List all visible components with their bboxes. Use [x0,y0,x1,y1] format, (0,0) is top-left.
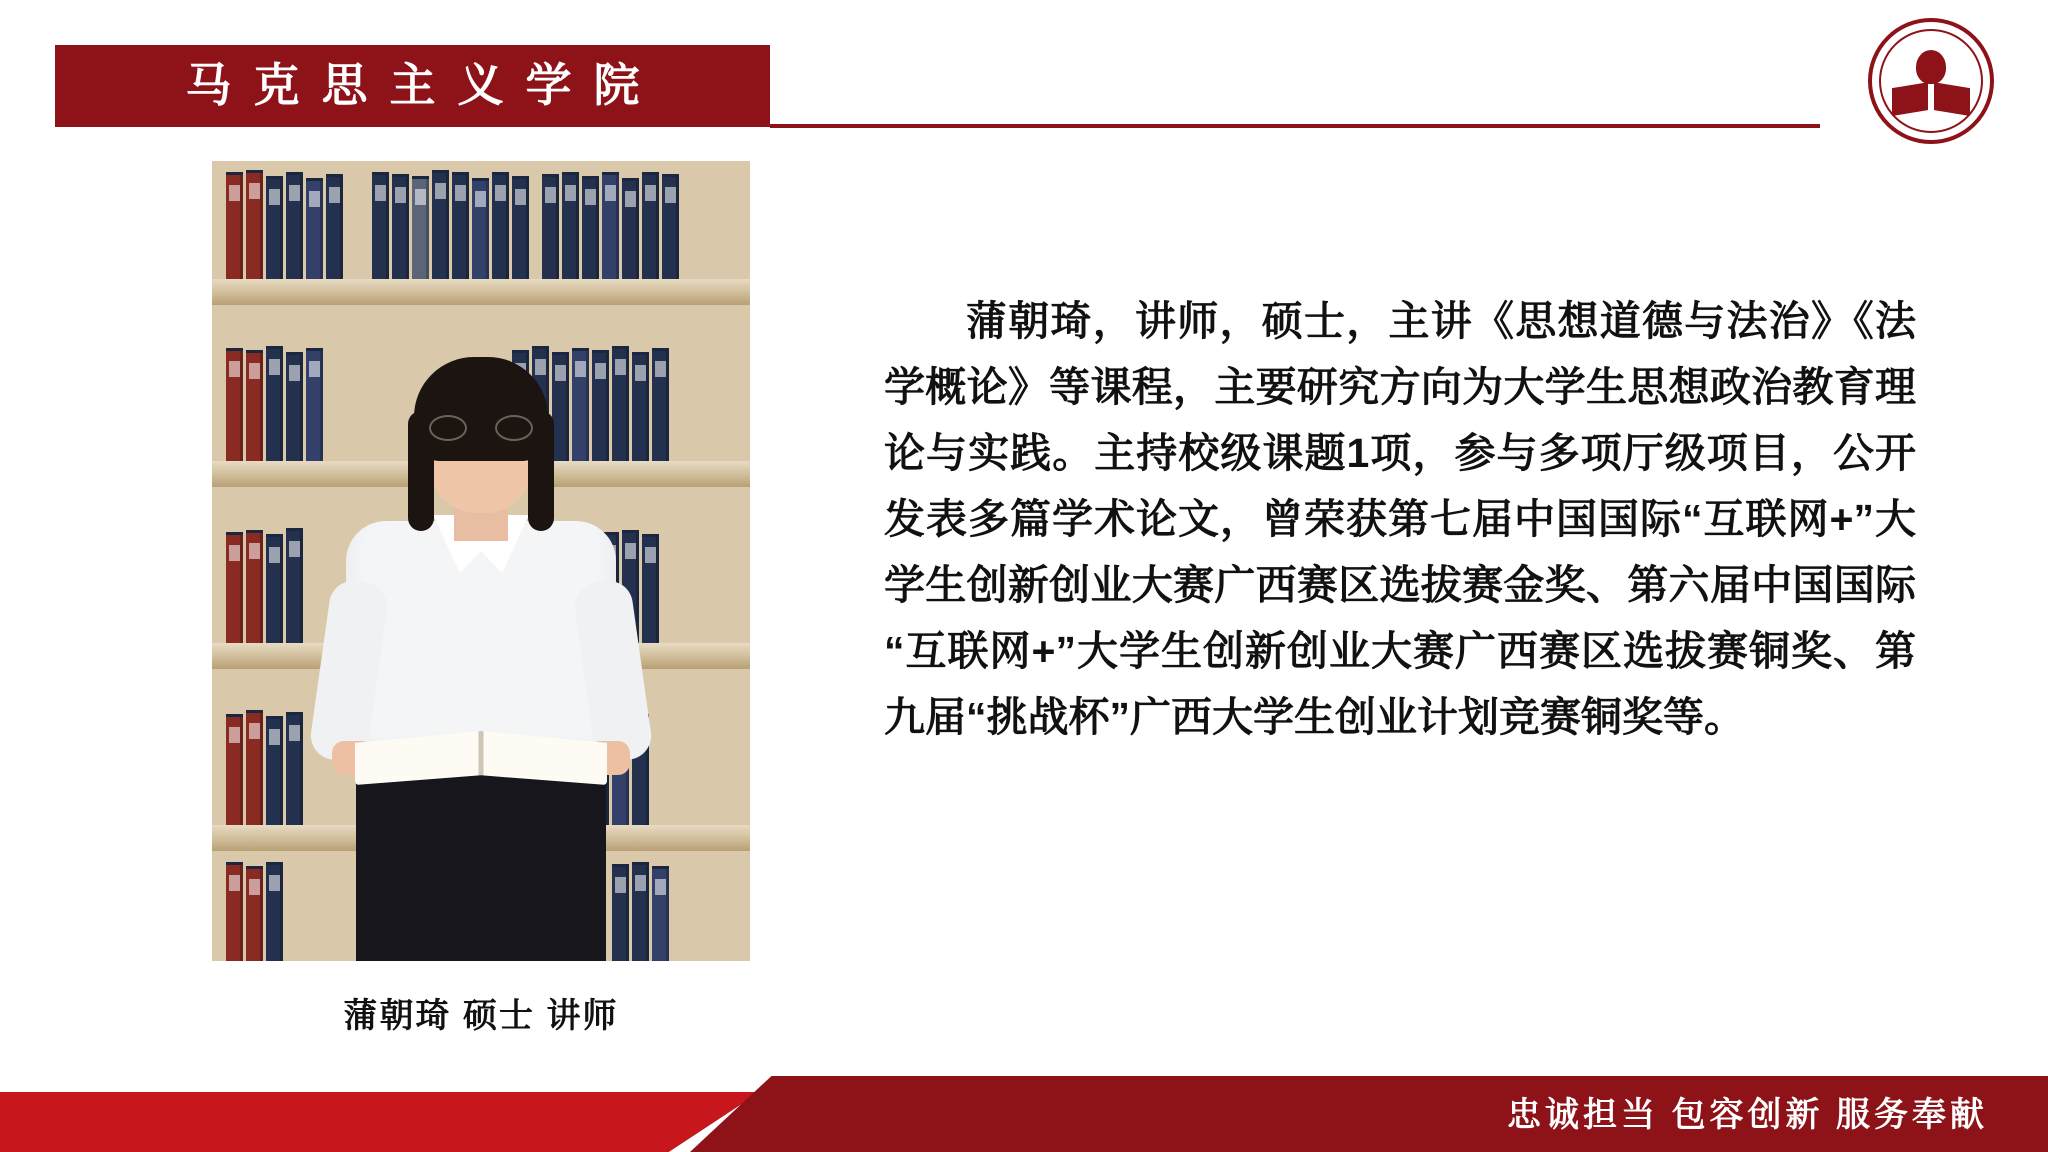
glasses-icon [429,415,533,441]
book-row [226,527,303,643]
book-row [226,345,323,461]
photo-caption: 蒲朝琦 硕士 讲师 [343,997,619,1035]
footer-red-band [0,1092,760,1152]
book-row [372,167,529,279]
book-row [226,167,343,279]
biography-text: 蒲朝琦，讲师，硕士，主讲《思想道德与法治》《法学概论》等课程，主要研究方向为大学生思想政治教育理论与实践。主持校级课题1项，参与多项厅级项目，公开发表多篇学术论文，曾荣获第七届中国国际“互联网+”大学生创新创业大赛广西赛区选拔赛金奖、第六届中国国际“互联网+”大学生创新创业大赛广西赛区选拔赛铜奖、第九届“挑战杯”广西大学生创业计划竞赛铜奖等。 [884,298,1916,740]
book-row [226,861,283,961]
footer-slogan: 忠诚担当 包容创新 服务奉献 [1507,1097,1988,1134]
book-row [226,709,303,825]
portrait-figure [316,361,646,961]
shelf-board [212,279,750,305]
teacher-portrait [212,161,750,961]
figure-skirt [356,751,606,961]
header-title-banner [55,45,770,127]
slide-footer [0,1072,2048,1152]
institute-title: 马克思主义学院 [185,60,662,111]
emblem-figure-icon [1916,50,1946,84]
header-divider-line [770,124,1820,128]
school-emblem-icon [1868,18,1994,144]
book-row [542,167,679,279]
slide-header [0,0,2048,160]
